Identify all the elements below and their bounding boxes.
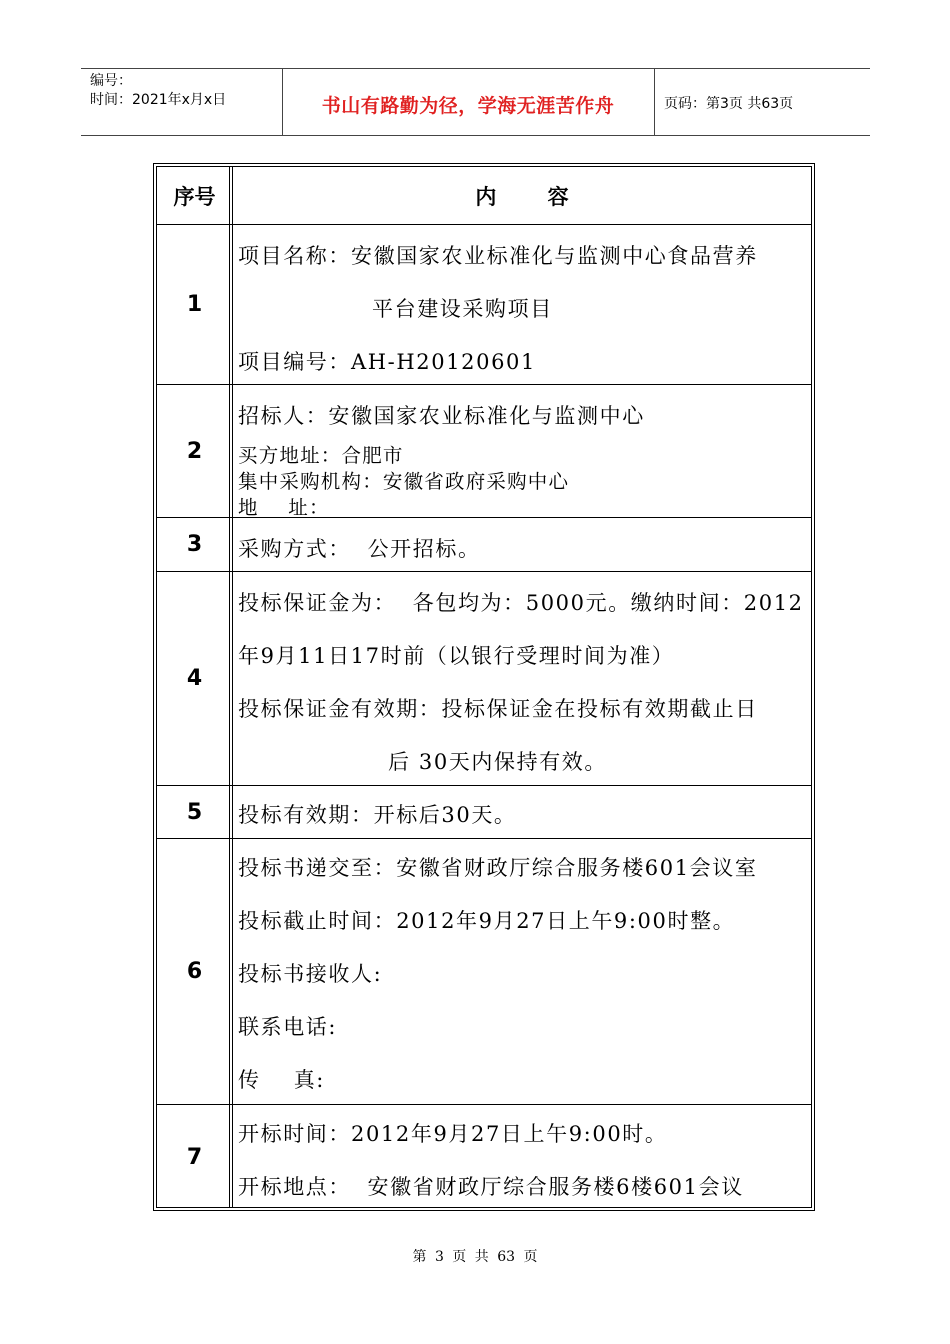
column-header-number: 序号 xyxy=(173,184,216,209)
row-3-line: 采购方式： 公开招标。 xyxy=(238,537,481,561)
row-6-line: 投标截止时间：2012年9月27日上午9:00时整。 xyxy=(238,909,736,933)
row-number: 2 xyxy=(186,438,203,464)
row-number: 7 xyxy=(186,1144,203,1170)
row-number: 3 xyxy=(186,532,203,557)
row-divider xyxy=(157,1104,811,1105)
row-5-line: 投标有效期：开标后30天。 xyxy=(238,803,517,827)
row-1-line: 项目编号：AH-H20120601 xyxy=(238,350,536,374)
header-page-info: 页码：第3页 共63页 xyxy=(664,96,794,112)
row-2-line: 买方地址：合肥市 xyxy=(238,444,404,467)
row-6-line: 投标书递交至：安徽省财政厅综合服务楼601会议室 xyxy=(238,856,758,880)
row-number: 6 xyxy=(186,959,203,984)
row-6-line: 传 真: xyxy=(238,1068,325,1092)
row-4-line: 投标保证金为： 各包均为：5000元。缴纳时间：2012 xyxy=(238,591,804,615)
column-header-content: 内 容 xyxy=(475,184,591,209)
row-2-line: 招标人：安徽国家农业标准化与监测中心 xyxy=(238,404,645,428)
date-line: 时间：2021年x月x日 xyxy=(90,92,227,108)
row-2-line: 集中采购机构：安徽省政府采购中心 xyxy=(238,470,570,493)
row-divider xyxy=(157,384,811,385)
row-divider xyxy=(157,838,811,839)
row-4-line: 年9月11日17时前（以银行受理时间为准） xyxy=(238,644,675,668)
row-7-line: 开标地点： 安徽省财政厅综合服务楼6楼601会议 xyxy=(238,1175,744,1199)
row-number: 4 xyxy=(186,666,203,691)
header-motto: 书山有路勤为径，学海无涯苦作舟 xyxy=(321,95,615,117)
row-4-line: 投标保证金有效期：投标保证金在投标有效期截止日 xyxy=(238,697,758,721)
serial-label: 编号： xyxy=(90,73,132,89)
row-number: 5 xyxy=(186,799,203,825)
row-7-line: 开标时间：2012年9月27日上午9:00时。 xyxy=(238,1122,668,1146)
row-2-line: 地 址： xyxy=(238,496,330,519)
column-divider xyxy=(232,167,233,1207)
row-divider xyxy=(157,785,811,786)
header-meta xyxy=(90,72,226,110)
header-divider xyxy=(654,68,655,136)
page-footer: 第 3 页 共 63 页 xyxy=(412,1249,538,1265)
row-6-line: 投标书接收人: xyxy=(238,962,383,986)
row-1-line: 项目名称：安徽国家农业标准化与监测中心食品营养 xyxy=(238,244,758,268)
row-4-line: 后 30天内保持有效。 xyxy=(388,750,607,774)
row-number: 1 xyxy=(186,292,203,317)
header-top-rule xyxy=(81,68,870,69)
row-divider xyxy=(157,224,811,225)
row-1-line: 平台建设采购项目 xyxy=(372,297,553,321)
row-6-line: 联系电话: xyxy=(238,1015,338,1039)
row-divider xyxy=(157,571,811,572)
header-bottom-rule xyxy=(81,135,870,136)
